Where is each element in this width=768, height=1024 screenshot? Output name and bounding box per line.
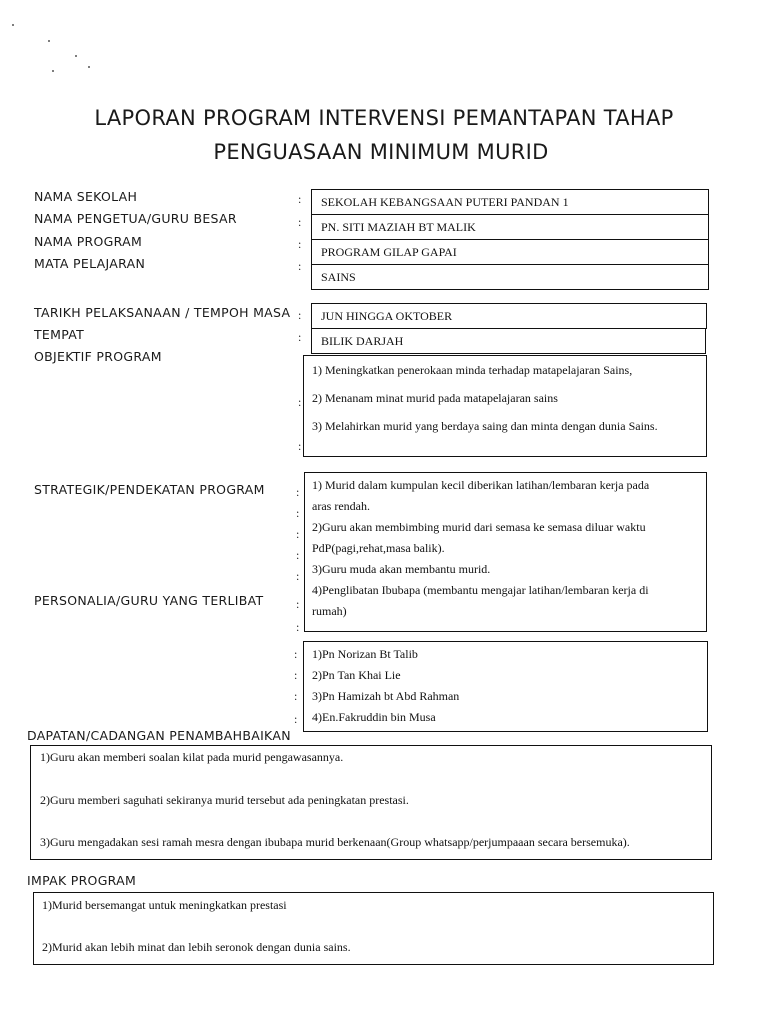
scan-speck [48, 40, 50, 42]
personalia-item: 2)Pn Tan Khai Lie [312, 668, 401, 682]
colon: : [298, 330, 302, 344]
colon: : [298, 215, 302, 229]
colon: : [294, 647, 298, 661]
value-mata-pelajaran: SAINS [321, 270, 356, 284]
value-tempat: BILIK DARJAH [321, 334, 404, 348]
school-info-box [311, 189, 709, 290]
strategik-line: rumah) [312, 604, 347, 618]
impak-item: 2)Murid akan lebih minat dan lebih seronok dengan dunia sains. [42, 940, 351, 954]
label-impak: IMPAK PROGRAM [27, 873, 137, 888]
document-title-line-1: LAPORAN PROGRAM INTERVENSI PEMANTAPAN TAHAP [94, 106, 674, 130]
colon: : [296, 569, 300, 583]
colon: : [296, 548, 300, 562]
colon: : [296, 506, 300, 520]
colon: : [296, 527, 300, 541]
label-tempat: TEMPAT [34, 327, 85, 342]
value-box-tempat [311, 328, 706, 354]
document-title-line-2: PENGUASAAN MINIMUM MURID [213, 140, 549, 164]
label-tarikh: TARIKH PELAKSANAAN / TEMPOH MASA [34, 305, 291, 320]
colon: : [298, 395, 302, 409]
scan-speck [88, 66, 90, 68]
colon: : [298, 237, 302, 251]
personalia-item: 4)En.Fakruddin bin Musa [312, 710, 436, 724]
scan-speck [52, 70, 54, 72]
scan-speck [12, 24, 14, 26]
personalia-item: 1)Pn Norizan Bt Talib [312, 647, 418, 661]
label-nama-program: NAMA PROGRAM [34, 234, 143, 249]
personalia-item: 3)Pn Hamizah bt Abd Rahman [312, 689, 460, 703]
colon: : [294, 668, 298, 682]
objektif-item: 1) Meningkatkan penerokaan minda terhadap matapelajaran Sains, [312, 363, 633, 377]
colon: : [298, 439, 302, 453]
impak-item: 1)Murid bersemangat untuk meningkatkan prestasi [42, 898, 287, 912]
label-nama-sekolah: NAMA SEKOLAH [34, 189, 138, 204]
colon: : [298, 259, 302, 273]
strategik-line: 3)Guru muda akan membantu murid. [312, 562, 491, 576]
value-nama-sekolah: SEKOLAH KEBANGSAAN PUTERI PANDAN 1 [312, 190, 708, 215]
label-nama-pengetua: NAMA PENGETUA/GURU BESAR [34, 211, 237, 226]
scan-speck [75, 55, 77, 57]
strategik-line: 4)Penglibatan Ibubapa (membantu mengajar latihan/lembaran kerja di [312, 583, 649, 597]
strategik-line: PdP(pagi,rehat,masa balik). [312, 541, 445, 555]
value-tarikh: JUN HINGGA OKTOBER [321, 309, 453, 323]
value-nama-pengetua: PN. SITI MAZIAH BT MALIK [312, 215, 708, 240]
objektif-item: 2) Menanam minat murid pada matapelajaran sains [312, 391, 558, 405]
colon: : [296, 485, 300, 499]
colon: : [296, 620, 300, 634]
label-dapatan: DAPATAN/CADANGAN PENAMBAHBAIKAN [27, 728, 291, 743]
colon: : [296, 597, 300, 611]
label-strategik: STRATEGIK/PENDEKATAN PROGRAM [34, 482, 265, 497]
label-objektif: OBJEKTIF PROGRAM [34, 349, 162, 364]
strategik-line: 2)Guru akan membimbing murid dari semasa ke semasa diluar waktu [312, 520, 646, 534]
dapatan-item: 1)Guru akan memberi soalan kilat pada murid pengawasannya. [40, 750, 344, 764]
colon: : [298, 308, 302, 322]
value-box-tarikh [311, 303, 707, 329]
colon: : [294, 689, 298, 703]
label-mata-pelajaran: MATA PELAJARAN [34, 256, 146, 271]
strategik-line: aras rendah. [312, 499, 370, 513]
objektif-item: 3) Melahirkan murid yang berdaya saing dan minta dengan dunia Sains. [312, 419, 658, 433]
label-personalia: PERSONALIA/GURU YANG TERLIBAT [34, 593, 264, 608]
dapatan-item: 2)Guru memberi saguhati sekiranya murid tersebut ada peningkatan prestasi. [40, 793, 409, 807]
dapatan-item: 3)Guru mengadakan sesi ramah mesra dengan ibubapa murid berkenaan(Group whatsapp/perjumpaaan secara bersemuka). [40, 835, 630, 849]
value-nama-program: PROGRAM GILAP GAPAI [312, 240, 708, 265]
strategik-line: 1) Murid dalam kumpulan kecil diberikan latihan/lembaran kerja pada [312, 478, 650, 492]
colon: : [298, 192, 302, 206]
colon: : [294, 712, 298, 726]
